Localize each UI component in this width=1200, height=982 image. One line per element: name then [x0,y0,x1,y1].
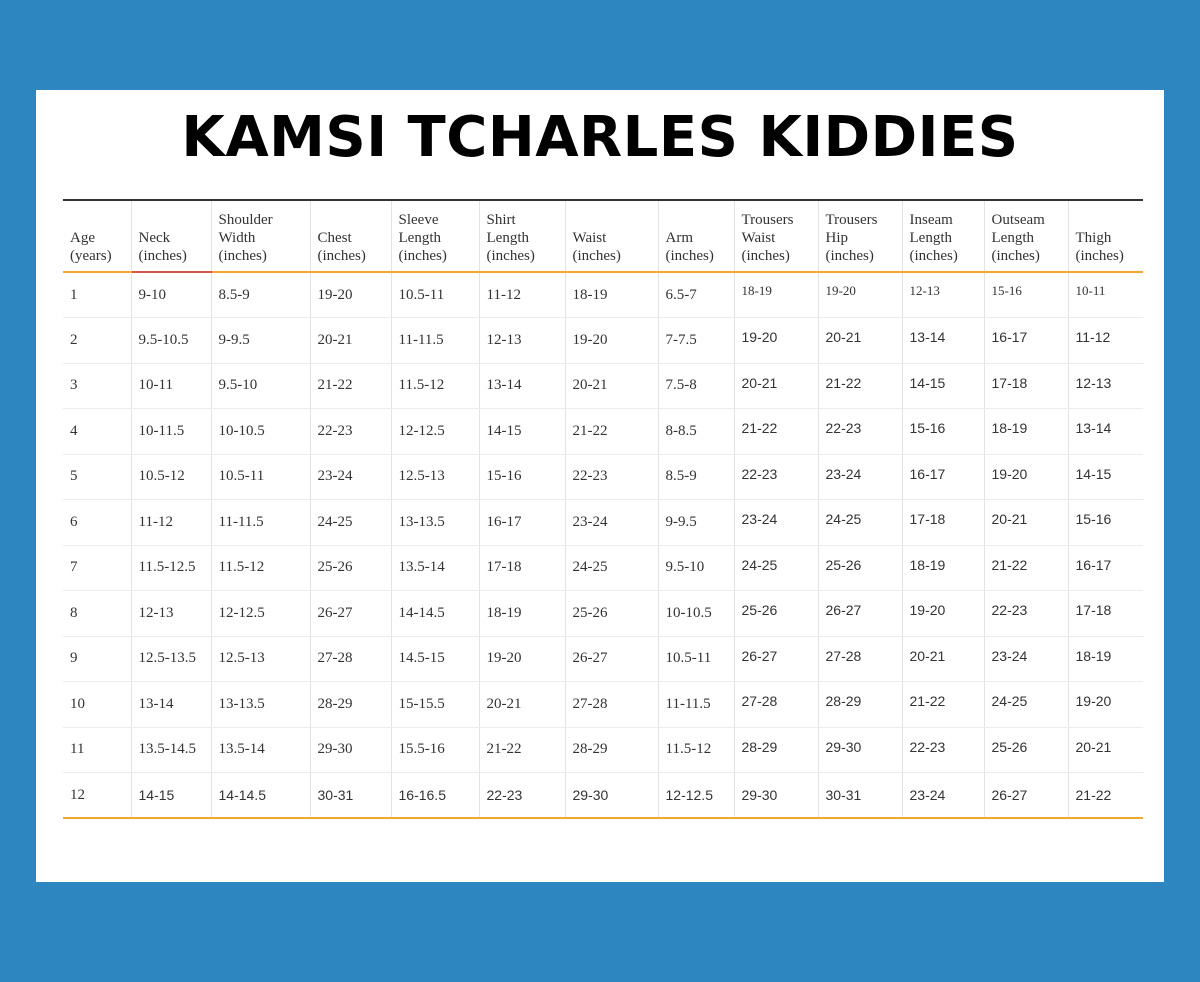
column-header-line: Hip [825,230,848,246]
table-body [63,272,1143,818]
table-cell-neck: 13-14 [131,682,211,728]
table-cell-shirt-length: 20-21 [479,682,565,728]
column-header-trousers-waist [734,200,818,272]
table-cell-shirt-length: 11-12 [479,272,565,318]
table-cell-shoulder-width: 9-9.5 [211,318,310,364]
table-cell-shoulder-width: 8.5-9 [211,272,310,318]
table-cell-trousers-hip: 27-28 [818,636,902,682]
table-cell-outseam-length: 16-17 [984,318,1068,364]
column-header-line: Trousers [741,212,794,228]
table-cell-waist: 29-30 [565,773,658,819]
column-header-line: Length [486,230,529,246]
table-cell-arm: 7-7.5 [658,318,734,364]
column-header-chest [310,200,391,272]
table-cell-neck: 9.5-10.5 [131,318,211,364]
table-cell-shoulder-width: 10.5-11 [211,454,310,500]
column-header-line: (inches) [218,248,267,264]
table-cell-outseam-length: 25-26 [984,727,1068,773]
table-cell-chest: 24-25 [310,500,391,546]
table-cell-trousers-hip: 28-29 [818,682,902,728]
table-row [63,318,1143,364]
table-cell-thigh: 18-19 [1068,636,1143,682]
table-cell-arm: 10.5-11 [658,636,734,682]
table-cell-neck: 12.5-13.5 [131,636,211,682]
table-cell-arm: 6.5-7 [658,272,734,318]
column-header-line: Length [398,230,441,246]
column-header-age [63,200,131,272]
table-cell-trousers-hip: 23-24 [818,454,902,500]
table-cell-trousers-waist: 27-28 [734,682,818,728]
table-cell-neck: 12-13 [131,591,211,637]
table-cell-trousers-hip: 20-21 [818,318,902,364]
table-cell-sleeve-length: 13-13.5 [391,500,479,546]
table-cell-thigh: 12-13 [1068,363,1143,409]
table-cell-thigh: 20-21 [1068,727,1143,773]
table-cell-outseam-length: 21-22 [984,545,1068,591]
table-cell-trousers-waist: 29-30 [734,773,818,819]
table-cell-thigh: 15-16 [1068,500,1143,546]
table-cell-chest: 27-28 [310,636,391,682]
table-cell-outseam-length: 24-25 [984,682,1068,728]
table-cell-trousers-waist: 23-24 [734,500,818,546]
table-cell-age: 1 [63,272,131,318]
table-cell-thigh: 10-11 [1068,272,1143,318]
table-cell-trousers-waist: 18-19 [734,272,818,318]
column-header-line: (inches) [572,248,621,264]
table-cell-outseam-length: 22-23 [984,591,1068,637]
column-header-line: Chest [317,230,352,246]
column-header-line: (inches) [741,248,790,264]
table-cell-arm: 9.5-10 [658,545,734,591]
table-cell-neck: 10-11.5 [131,409,211,455]
table-cell-outseam-length: 17-18 [984,363,1068,409]
table-cell-chest: 30-31 [310,773,391,819]
table-cell-shoulder-width: 13-13.5 [211,682,310,728]
table-row [63,591,1143,637]
table-cell-thigh: 16-17 [1068,545,1143,591]
column-header-line: Thigh [1075,230,1112,246]
column-header-line: Neck [138,230,171,246]
table-cell-sleeve-length: 14.5-15 [391,636,479,682]
table-cell-inseam-length: 14-15 [902,363,984,409]
table-cell-sleeve-length: 12.5-13 [391,454,479,500]
table-cell-age: 3 [63,363,131,409]
table-cell-waist: 19-20 [565,318,658,364]
column-header-trousers-hip [818,200,902,272]
column-header-line: Arm [665,230,693,246]
table-cell-shoulder-width: 14-14.5 [211,773,310,819]
table-cell-sleeve-length: 10.5-11 [391,272,479,318]
table-cell-inseam-length: 18-19 [902,545,984,591]
table-cell-neck: 11.5-12.5 [131,545,211,591]
table-cell-shoulder-width: 12-12.5 [211,591,310,637]
table-cell-waist: 28-29 [565,727,658,773]
table-cell-age: 2 [63,318,131,364]
column-header-line: Inseam [909,212,953,228]
table-cell-shoulder-width: 13.5-14 [211,727,310,773]
column-header-line: (inches) [317,248,366,264]
table-cell-neck: 11-12 [131,500,211,546]
table-cell-shoulder-width: 11.5-12 [211,545,310,591]
column-header-line: Sleeve [398,212,439,228]
table-cell-shirt-length: 14-15 [479,409,565,455]
table-cell-waist: 26-27 [565,636,658,682]
table-cell-neck: 9-10 [131,272,211,318]
table-cell-outseam-length: 18-19 [984,409,1068,455]
column-header-line: Shirt [486,212,516,228]
table-cell-chest: 25-26 [310,545,391,591]
table-cell-chest: 26-27 [310,591,391,637]
table-cell-trousers-waist: 24-25 [734,545,818,591]
table-row [63,773,1143,819]
table-cell-arm: 7.5-8 [658,363,734,409]
table-cell-arm: 11.5-12 [658,727,734,773]
table-cell-sleeve-length: 12-12.5 [391,409,479,455]
table-cell-thigh: 17-18 [1068,591,1143,637]
table-cell-inseam-length: 12-13 [902,272,984,318]
table-cell-age: 12 [63,773,131,819]
table-cell-chest: 23-24 [310,454,391,500]
table-cell-arm: 8.5-9 [658,454,734,500]
table-cell-thigh: 13-14 [1068,409,1143,455]
table-cell-shirt-length: 18-19 [479,591,565,637]
table-cell-chest: 28-29 [310,682,391,728]
table-cell-inseam-length: 20-21 [902,636,984,682]
table-cell-shirt-length: 17-18 [479,545,565,591]
table-cell-inseam-length: 17-18 [902,500,984,546]
table-cell-chest: 22-23 [310,409,391,455]
table-cell-inseam-length: 16-17 [902,454,984,500]
table-row [63,454,1143,500]
column-header-line: Waist [741,230,776,246]
table-cell-waist: 20-21 [565,363,658,409]
column-header-shoulder-width [211,200,310,272]
table-cell-outseam-length: 26-27 [984,773,1068,819]
table-cell-age: 6 [63,500,131,546]
size-chart-table [63,199,1143,819]
table-cell-inseam-length: 13-14 [902,318,984,364]
table-cell-trousers-waist: 25-26 [734,591,818,637]
table-cell-sleeve-length: 11.5-12 [391,363,479,409]
table-cell-thigh: 14-15 [1068,454,1143,500]
table-cell-age: 9 [63,636,131,682]
table-cell-age: 11 [63,727,131,773]
table-cell-arm: 10-10.5 [658,591,734,637]
table-cell-waist: 23-24 [565,500,658,546]
table-cell-neck: 13.5-14.5 [131,727,211,773]
table-cell-chest: 29-30 [310,727,391,773]
table-cell-inseam-length: 15-16 [902,409,984,455]
column-header-neck [131,200,211,272]
column-header-sleeve-length [391,200,479,272]
column-header-line: (inches) [825,248,874,264]
table-cell-trousers-hip: 21-22 [818,363,902,409]
table-cell-sleeve-length: 16-16.5 [391,773,479,819]
table-cell-thigh: 19-20 [1068,682,1143,728]
table-cell-arm: 9-9.5 [658,500,734,546]
table-cell-shirt-length: 15-16 [479,454,565,500]
table-cell-sleeve-length: 13.5-14 [391,545,479,591]
column-header-line: Length [909,230,952,246]
column-header-thigh [1068,200,1143,272]
column-header-line: (inches) [665,248,714,264]
table-cell-trousers-hip: 30-31 [818,773,902,819]
table-cell-outseam-length: 19-20 [984,454,1068,500]
table-row [63,409,1143,455]
table-cell-sleeve-length: 15.5-16 [391,727,479,773]
table-cell-age: 8 [63,591,131,637]
table-cell-waist: 18-19 [565,272,658,318]
table-cell-shirt-length: 16-17 [479,500,565,546]
table-cell-chest: 19-20 [310,272,391,318]
table-cell-trousers-waist: 22-23 [734,454,818,500]
column-header-line: (inches) [138,248,187,264]
table-cell-thigh: 21-22 [1068,773,1143,819]
table-header-row [63,200,1143,272]
table-cell-arm: 12-12.5 [658,773,734,819]
column-header-inseam-length [902,200,984,272]
table-cell-age: 5 [63,454,131,500]
table-cell-waist: 25-26 [565,591,658,637]
table-row [63,545,1143,591]
table-cell-thigh: 11-12 [1068,318,1143,364]
table-cell-sleeve-length: 15-15.5 [391,682,479,728]
table-cell-inseam-length: 21-22 [902,682,984,728]
table-cell-waist: 21-22 [565,409,658,455]
column-header-line: Outseam [991,212,1045,228]
table-cell-shoulder-width: 11-11.5 [211,500,310,546]
table-cell-trousers-hip: 24-25 [818,500,902,546]
table-cell-sleeve-length: 14-14.5 [391,591,479,637]
table-cell-trousers-waist: 19-20 [734,318,818,364]
table-cell-chest: 20-21 [310,318,391,364]
table-cell-age: 10 [63,682,131,728]
table-cell-trousers-hip: 22-23 [818,409,902,455]
table-cell-trousers-waist: 26-27 [734,636,818,682]
table-cell-shoulder-width: 12.5-13 [211,636,310,682]
table-cell-inseam-length: 22-23 [902,727,984,773]
table-cell-shoulder-width: 9.5-10 [211,363,310,409]
table-cell-shirt-length: 22-23 [479,773,565,819]
table-cell-trousers-hip: 26-27 [818,591,902,637]
table-cell-shirt-length: 13-14 [479,363,565,409]
column-header-line: (years) [70,248,112,264]
table-cell-arm: 8-8.5 [658,409,734,455]
table-cell-trousers-waist: 20-21 [734,363,818,409]
column-header-line: (inches) [909,248,958,264]
table-cell-inseam-length: 19-20 [902,591,984,637]
column-header-arm [658,200,734,272]
table-cell-trousers-hip: 25-26 [818,545,902,591]
table-cell-age: 7 [63,545,131,591]
column-header-line: Trousers [825,212,878,228]
table-cell-trousers-hip: 19-20 [818,272,902,318]
table-cell-inseam-length: 23-24 [902,773,984,819]
column-header-line: Waist [572,230,607,246]
table-cell-arm: 11-11.5 [658,682,734,728]
table-cell-age: 4 [63,409,131,455]
column-header-line: (inches) [991,248,1040,264]
table-cell-shirt-length: 21-22 [479,727,565,773]
table-row [63,272,1143,318]
table-cell-outseam-length: 23-24 [984,636,1068,682]
table-row [63,682,1143,728]
column-header-line: (inches) [486,248,535,264]
table-row [63,636,1143,682]
table-cell-outseam-length: 15-16 [984,272,1068,318]
column-header-line: Shoulder [218,212,273,228]
table-cell-shoulder-width: 10-10.5 [211,409,310,455]
table-cell-neck: 10-11 [131,363,211,409]
table-cell-waist: 22-23 [565,454,658,500]
column-header-line: Length [991,230,1034,246]
column-header-shirt-length [479,200,565,272]
table-cell-sleeve-length: 11-11.5 [391,318,479,364]
table-row [63,500,1143,546]
table-cell-trousers-waist: 21-22 [734,409,818,455]
table-cell-trousers-hip: 29-30 [818,727,902,773]
table-cell-shirt-length: 12-13 [479,318,565,364]
table-cell-waist: 27-28 [565,682,658,728]
column-header-line: (inches) [398,248,447,264]
table-cell-neck: 10.5-12 [131,454,211,500]
table-row [63,363,1143,409]
column-header-line: Width [218,230,256,246]
column-header-line: (inches) [1075,248,1124,264]
table-cell-shirt-length: 19-20 [479,636,565,682]
column-header-waist [565,200,658,272]
table-cell-chest: 21-22 [310,363,391,409]
table-row [63,727,1143,773]
table-cell-neck: 14-15 [131,773,211,819]
page-title: KAMSI TCHARLES KIDDIES [181,105,1019,170]
table-cell-waist: 24-25 [565,545,658,591]
table-cell-trousers-waist: 28-29 [734,727,818,773]
column-header-line: Age [70,230,95,246]
table-cell-outseam-length: 20-21 [984,500,1068,546]
column-header-outseam-length [984,200,1068,272]
